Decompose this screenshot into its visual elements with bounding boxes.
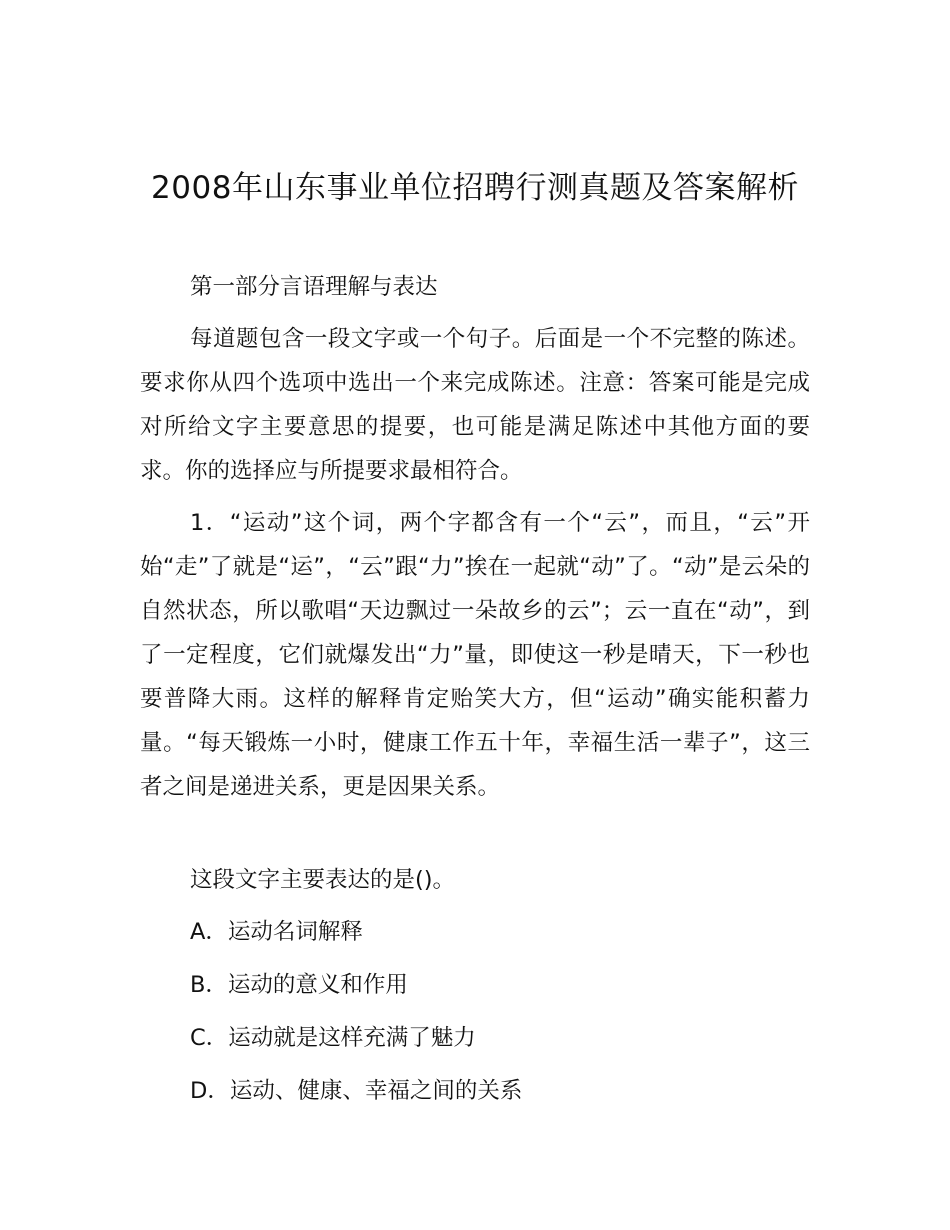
option-a: A．运动名词解释	[190, 919, 363, 945]
option-c: C．运动就是这样充满了魅力	[190, 1025, 476, 1051]
document-title: 2008年山东事业单位招聘行测真题及答案解析	[151, 170, 799, 206]
option-d: D．运动、健康、幸福之间的关系	[190, 1078, 523, 1104]
option-b: B．运动的意义和作用	[190, 972, 408, 998]
question-1-stem: 这段文字主要表达的是()。	[190, 867, 456, 893]
question-1-passage: 1．“运动”这个词，两个字都含有一个“云”，而且，“云”开始“走”了就是“运”，“云”跟“力”挨在一起就“动”了。“动”是云朵的自然状态，所以歌唱“天边飘过一朵故乡的云”；云一直在“动”，到了一定程度，它们就爆发出“力”量，即使这一秒是晴天，下一秒也要普降大雨。这样的解释肯定贻笑大方，但“运动”确实能积蓄力量。“每天锻炼一小时，健康工作五十年，幸福生活一辈子”，这三者之间是递进关系，更是因果关系。	[140, 510, 810, 800]
instructions-paragraph: 每道题包含一段文字或一个句子。后面是一个不完整的陈述。要求你从四个选项中选出一个来完成陈述。注意：答案可能是完成对所给文字主要意思的提要，也可能是满足陈述中其他方面的要求。你的选择应与所提要求最相符合。	[140, 326, 810, 484]
section-heading: 第一部分言语理解与表达	[190, 274, 438, 300]
